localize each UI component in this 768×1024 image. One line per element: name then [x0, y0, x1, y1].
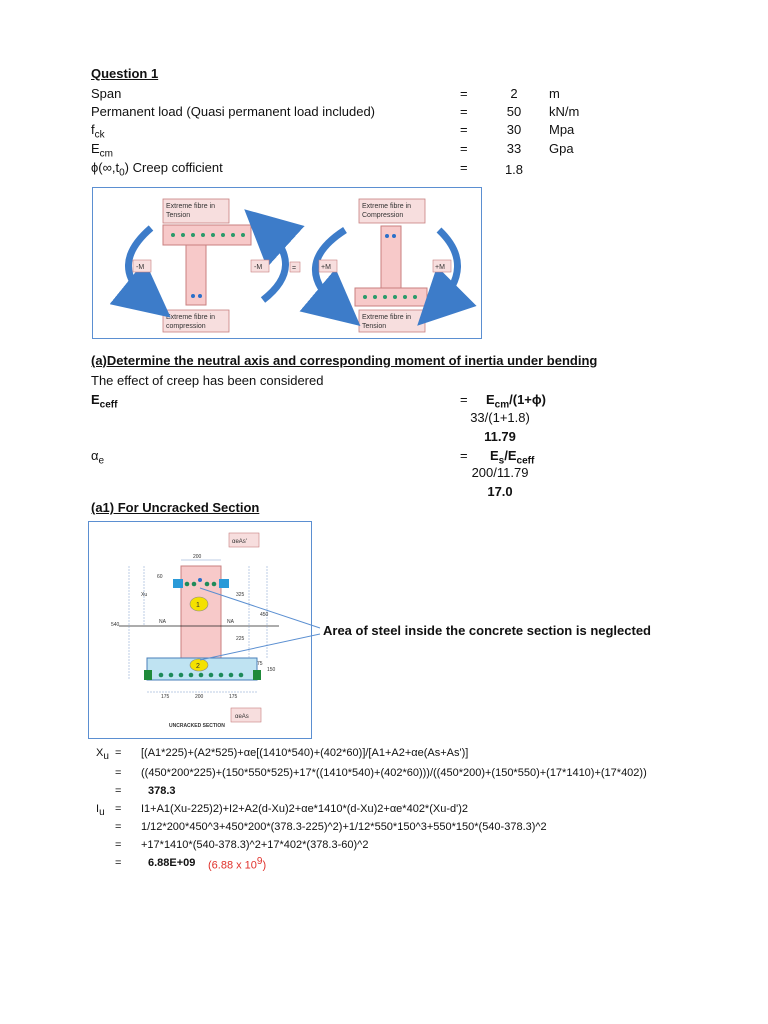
right-bottom-label-l2: Tension: [362, 323, 387, 330]
eceff-result: 11.79: [484, 429, 516, 444]
dim-75: 75: [257, 661, 263, 667]
param-equals: =: [460, 122, 468, 137]
bottom-steel-label: αeAs: [235, 714, 249, 720]
param-unit: Gpa: [549, 141, 574, 156]
neglect-note: Area of steel inside the concrete section is neglected: [323, 623, 651, 638]
na-right-label: NA: [227, 619, 234, 625]
dim-60: 60: [157, 574, 163, 580]
param-unit: m: [549, 86, 560, 101]
left-moment-label-b: -M: [254, 264, 263, 271]
iu-eq-1: =: [115, 803, 122, 815]
dim-540: 540: [111, 622, 120, 628]
xu-eq-2: =: [115, 767, 122, 779]
iu-result-scientific: (6.88 x $10^9$): [208, 856, 267, 872]
dim-xu: Xu: [141, 592, 148, 598]
part-a-heading: (a)Determine the neutral axis and corresponding moment of inertia under bending: [91, 353, 598, 368]
param-unit: Mpa: [549, 122, 575, 137]
iu-eq-3: =: [115, 839, 122, 851]
iu-eq-2: =: [115, 821, 122, 833]
dim-175-right: 175: [229, 694, 238, 700]
param-value: 33: [506, 141, 522, 156]
part-a1-heading: (a1) For Uncracked Section: [91, 500, 260, 515]
right-top-label-l2: Compression: [362, 212, 404, 219]
param-equals: =: [460, 86, 468, 101]
param-value: 2: [510, 86, 518, 101]
eceff-substitution: 33/(1+1.8): [470, 410, 530, 425]
dim-325: 325: [236, 592, 245, 598]
dim-150: 150: [267, 667, 276, 673]
iu-result: 6.88E+09: [148, 857, 196, 869]
left-top-label-l1: Extreme fibre in: [166, 203, 216, 210]
left-bottom-label-l2: compression: [166, 323, 206, 330]
alpha-substitution: 200/11.79: [471, 465, 529, 480]
left-moment-label-a: -M: [136, 264, 145, 271]
dim-175-left: 175: [161, 694, 170, 700]
alpha-result: 17.0: [487, 484, 513, 499]
figure-equals: =: [292, 265, 297, 272]
left-top-label-l2: Tension: [166, 212, 191, 219]
dim-225: 225: [236, 636, 245, 642]
left-bottom-label-l1: Extreme fibre in: [166, 314, 216, 321]
dim-200-bottom: 200: [195, 694, 204, 700]
param-label: Permanent load (Quasi permanent load included): [91, 104, 376, 119]
na-left-label: NA: [159, 619, 166, 625]
param-unit: kN/m: [549, 104, 580, 119]
param-label: $E_{cm}$: [91, 141, 114, 160]
area-2-label: 2: [196, 663, 200, 670]
dim-200-top: 200: [193, 554, 202, 560]
param-label: $\phi(\infty,t_0)$ Creep cofficient: [91, 160, 223, 179]
iu-substitution-2: +17*1410*(540-378.3)^2+17*402*(378.3-60)^2: [141, 839, 369, 851]
alpha-formula: $E_s/E_{ceff}$: [490, 448, 535, 467]
iu-label: $I_u$: [96, 803, 105, 819]
iu-substitution-1: 1/12*200*450^3+450*200*(378.3-225)^2)+1/12*550*150^3+550*150*(540-378.3)^2: [141, 821, 547, 833]
creep-note: The effect of creep has been considered: [91, 373, 324, 388]
eceff-formula: $E_{cm}/(1+\phi)$: [486, 392, 546, 411]
iu-formula: I1+A1(Xu-225)2)+I2+A2(d-Xu)2+αe*1410*(d-Xu)2+αe*402*(Xu-d')2: [141, 803, 468, 815]
param-equals: =: [460, 160, 468, 175]
xu-label: $X_u$: [96, 747, 109, 763]
alpha-label: $\alpha_e$: [91, 448, 105, 467]
xu-result: 378.3: [148, 785, 176, 797]
xu-substitution: ((450*200*225)+(150*550*525)+17*((1410*540)+(402*60)))/((450*200)+(150*550)+(17*1410)+(17*402)): [141, 767, 647, 779]
param-value: 1.8: [504, 162, 524, 177]
right-moment-label-b: +M: [435, 264, 445, 271]
alpha-equals: =: [460, 448, 468, 463]
param-label: $f_{ck}$: [91, 122, 105, 141]
xu-formula: [(A1*225)+(A2*525)+αe[(1410*540)+(402*60)]/[A1+A2+αe(As+As')]: [141, 747, 469, 759]
param-value: 30: [506, 122, 522, 137]
top-steel-label: αeAs': [232, 539, 247, 545]
eceff-label: $E_{ceff}$: [91, 392, 118, 411]
question-title: Question 1: [91, 66, 159, 81]
right-moment-label-a: +M: [321, 264, 331, 271]
right-top-label-l1: Extreme fibre in: [362, 203, 412, 210]
param-equals: =: [460, 141, 468, 156]
dim-450: 450: [260, 612, 269, 618]
xu-eq-3: =: [115, 785, 122, 797]
right-bottom-label-l1: Extreme fibre in: [362, 314, 412, 321]
section-caption: UNCRACKED SECTION: [169, 723, 225, 729]
eceff-equals: =: [460, 392, 468, 407]
area-1-label: 1: [196, 602, 200, 609]
param-label: Span: [91, 86, 122, 101]
iu-eq-4: =: [115, 857, 122, 869]
xu-eq-1: =: [115, 747, 122, 759]
param-value: 50: [506, 104, 522, 119]
param-equals: =: [460, 104, 468, 119]
